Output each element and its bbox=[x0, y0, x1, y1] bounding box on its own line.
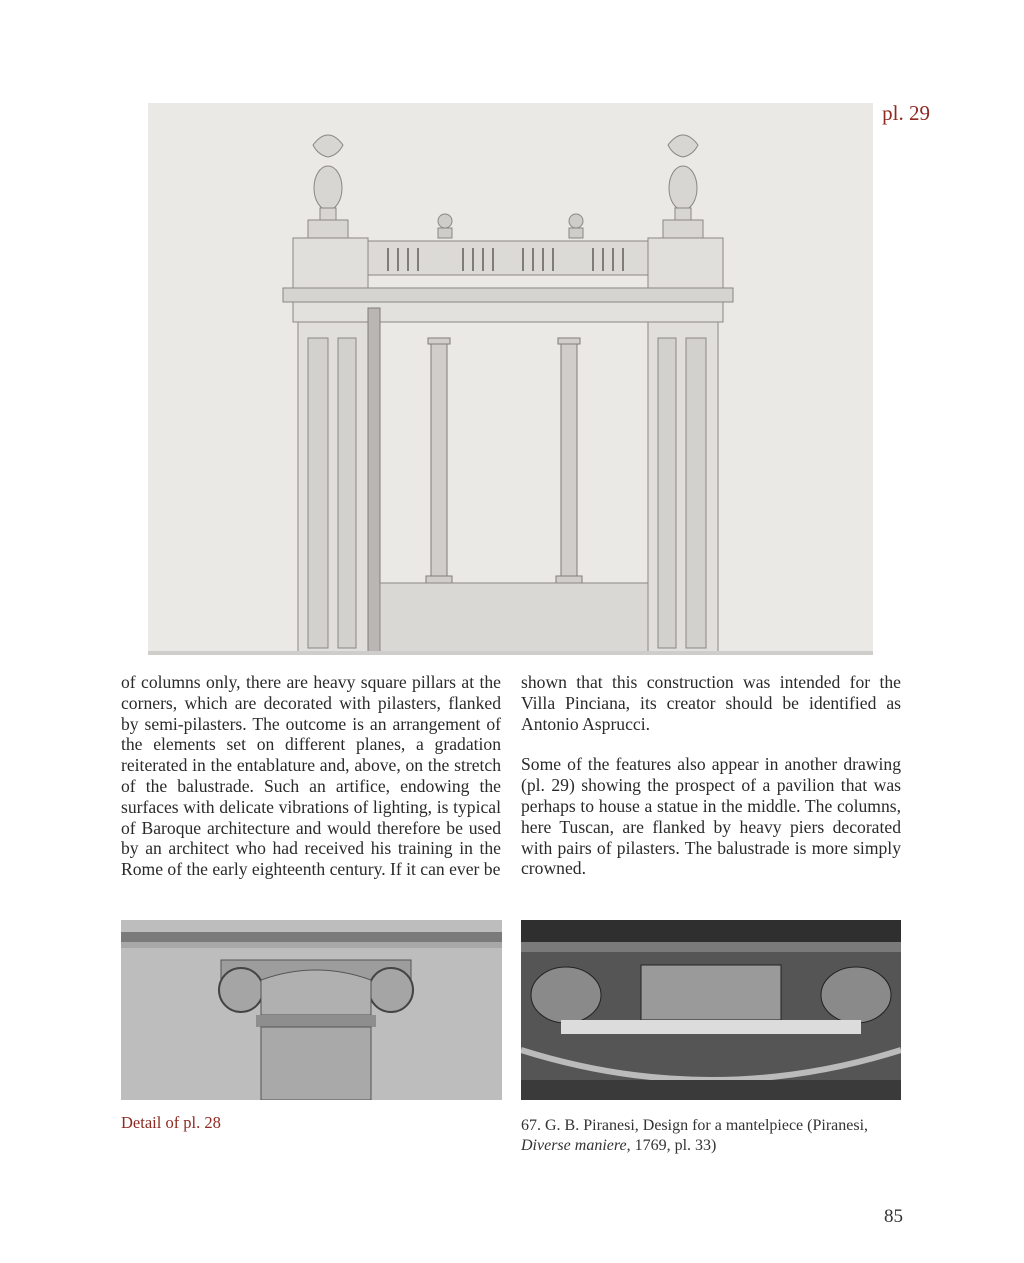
page-number: 85 bbox=[884, 1206, 903, 1227]
caption-suffix: , 1769, pl. 33) bbox=[626, 1137, 717, 1154]
piranesi-caption bbox=[521, 1116, 901, 1156]
left-text-column bbox=[121, 672, 501, 880]
body-paragraph: Some of the features also appear in another drawing (pl. 29) showing the prospect of a pavilion that was perhaps to house a statue in the middle. The columns, here Tuscan, are flanked by heavy piers decorated with pairs of pilasters. The balustrade is more simply crowned. bbox=[521, 754, 901, 879]
piranesi-mantelpiece-image bbox=[521, 920, 901, 1100]
detail-caption: Detail of pl. 28 bbox=[121, 1113, 221, 1132]
architectural-drawing-image bbox=[148, 103, 873, 655]
plate-label: pl. 29 bbox=[882, 101, 930, 125]
body-paragraph: shown that this construction was intended for the Villa Pinciana, its creator should be identified as Antonio Asprucci. bbox=[521, 672, 901, 734]
right-text-column bbox=[521, 672, 901, 879]
capital-detail-image bbox=[121, 920, 502, 1100]
body-paragraph: of columns only, there are heavy square pillars at the corners, which are decorated with pilasters, flanked by semi-pilasters. The outcome is an arrangement of the elements set on different planes, a gradation reiterated in the entablature and, above, on the stretch of the balustrade. Such an artifice, endowing the surfaces with delicate vibrations of lighting, is typical of Baroque architecture and would therefore be used by an architect who had received his training in the Rome of the early eighteenth century. If it can ever be bbox=[121, 672, 501, 880]
caption-title: Diverse maniere bbox=[521, 1137, 627, 1154]
caption-prefix: 67. G. B. Piranesi, Design for a mantelpiece (Piranesi, bbox=[521, 1117, 869, 1134]
pavilion-drawing bbox=[148, 103, 873, 655]
